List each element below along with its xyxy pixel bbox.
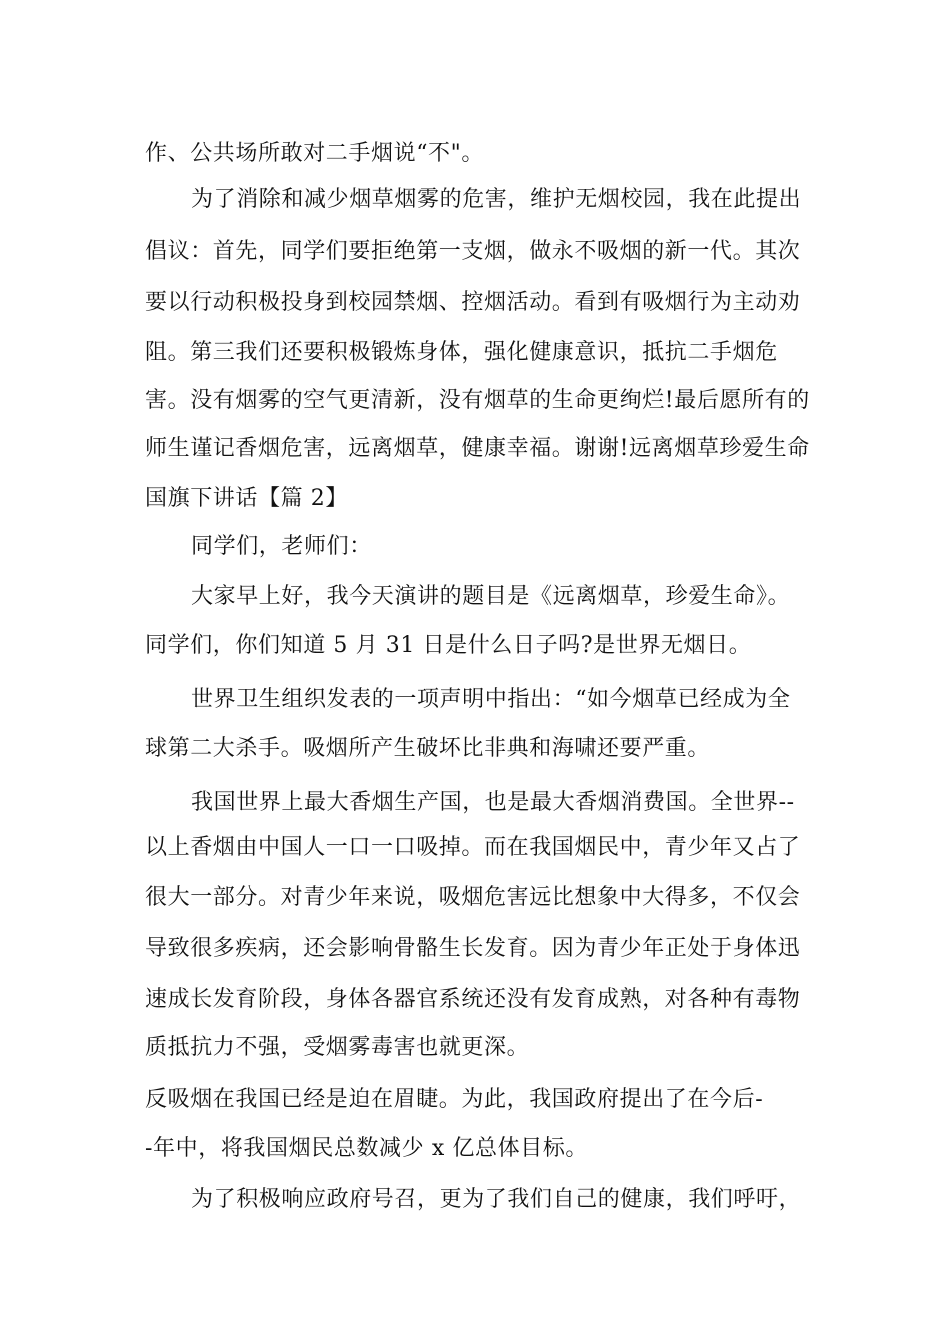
text-line: 我国世界上最大香烟生产国，也是最大香烟消费国。全世界--	[191, 790, 795, 815]
text-line: 为了消除和减少烟草烟雾的危害，维护无烟校园，我在此提出	[191, 187, 802, 212]
text-line: 害。没有烟雾的空气更清新，没有烟草的生命更绚烂!最后愿所有的	[145, 388, 810, 413]
text-line: 作、公共场所敢对二手烟说“不"。	[145, 141, 484, 166]
text-line: 阻。第三我们还要积极锻炼身体，强化健康意识，抵抗二手烟危	[145, 340, 778, 365]
text-line: -年中，将我国烟民总数减少 x 亿总体目标。	[145, 1136, 589, 1161]
text-line: 球第二大杀手。吸烟所产生破坏比非典和海啸还要严重。	[145, 736, 711, 761]
text-line: 要以行动积极投身到校园禁烟、控烟活动。看到有吸烟行为主动劝	[145, 290, 801, 315]
text-line: 倡议：首先，同学们要拒绝第一支烟，做永不吸烟的新一代。其次	[145, 239, 801, 264]
text-line: 以上香烟由中国人一口一口吸掉。而在我国烟民中，青少年又占了	[145, 835, 801, 860]
text-line: 很大一部分。对青少年来说，吸烟危害远比想象中大得多，不仅会	[145, 885, 801, 910]
text-line: 为了积极响应政府号召，更为了我们自己的健康，我们呼吁，	[191, 1187, 802, 1212]
text-line: 质抵抗力不强，受烟雾毒害也就更深。	[145, 1035, 530, 1060]
text-line: 师生谨记香烟危害，远离烟草，健康幸福。谢谢!远离烟草珍爱生命	[145, 436, 810, 461]
text-line: 大家早上好，我今天演讲的题目是《远离烟草，珍爱生命》。	[191, 584, 791, 609]
text-line: 世界卫生组织发表的一项声明中指出：“如今烟草已经成为全	[191, 687, 791, 712]
text-line: 反吸烟在我国已经是迫在眉睫。为此，我国政府提出了在今后-	[145, 1087, 764, 1112]
text-line: 国旗下讲话【篇 2】	[145, 486, 348, 511]
text-line: 同学们，你们知道 5 月 31 日是什么日子吗?是世界无烟日。	[145, 633, 752, 658]
text-line: 速成长发育阶段，身体各器官系统还没有发育成熟，对各种有毒物	[145, 987, 801, 1012]
text-line: 同学们，老师们：	[191, 534, 372, 559]
text-line: 导致很多疾病，还会影响骨骼生长发育。因为青少年正处于身体迅	[145, 936, 801, 961]
